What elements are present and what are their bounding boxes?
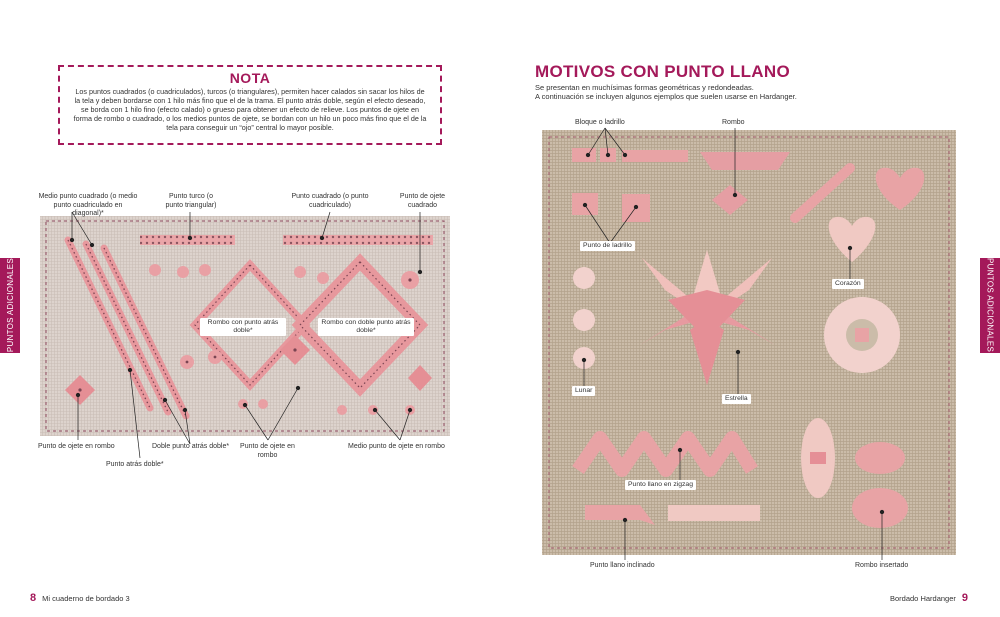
label-punto-inclinado: Punto llano inclinado [590, 562, 655, 569]
tag-corazon: Corazón [832, 279, 864, 289]
side-tab-left-label: PUNTOS ADICIONALES [5, 258, 15, 353]
side-tab-right-label: PUNTOS ADICIONALES [985, 258, 995, 353]
nota-body: Los puntos cuadrados (o cuadriculados), turcos (o triangulares), permiten hacer calados sin sacar los hilos de la tela y deben bordarse con 1 hilo más fino que el de la trama. El punto atrás doble, según el efecto deseado, se borda con 1 hilo fino (efecto calado) o grueso para obtener un efecto de relieve. Los puntos de ojete en forma de rombo o cuadrado, o los medios puntos de ojete, se bordan con un hilo un poco más fino que el de la tela para conseguir un “ojo” central lo mayor posible. [73, 87, 427, 132]
right-page-title: MOTIVOS CON PUNTO LLANO [535, 62, 790, 81]
label-punto-atras-doble: Punto atrás doble* [106, 461, 164, 468]
tag-rombo-atras-doble: Rombo con punto atrás doble* [200, 318, 286, 336]
tag-lunar: Lunar [572, 386, 595, 396]
label-medio-ojete-rombo: Medio punto de ojete en rombo [348, 443, 445, 450]
right-intro-line-1: Se presentan en muchísimas formas geométricas y redondeadas. [535, 83, 754, 92]
label-doble-punto-atras: Doble punto atrás doble* [152, 443, 230, 450]
label-ojete-rombo-center: Punto de ojete en rombo [240, 443, 295, 459]
footer-right [890, 592, 968, 604]
footer-right-text: Bordado Hardanger [890, 594, 956, 603]
tag-punto-ladrillo: Punto de ladrillo [580, 241, 635, 251]
label-ojete-cuadrado: Punto de ojete cuadrado [399, 193, 446, 209]
right-fabric-sample [542, 130, 956, 555]
label-punto-cuadrado: Punto cuadrado (o punto cuadriculado) [291, 193, 369, 209]
tag-zigzag: Punto llano en zigzag [625, 480, 696, 490]
label-punto-turco: Punto turco (o punto triangular) [165, 193, 217, 209]
label-rombo: Rombo [722, 119, 745, 126]
label-bloque-ladrillo: Bloque o ladrillo [575, 119, 625, 126]
right-intro [535, 83, 797, 101]
page-number-right: 9 [961, 592, 969, 604]
footer-left [30, 592, 130, 604]
nota-title: NOTA [229, 70, 271, 86]
label-rombo-insertado: Rombo insertado [855, 562, 909, 569]
footer-left-text: Mi cuaderno de bordado 3 [42, 594, 130, 603]
tag-rombo-doble-atras: Rombo con doble punto atrás doble* [318, 318, 414, 336]
right-intro-line-2: A continuación se incluyen algunos ejemplos que suelen usarse en Hardanger. [535, 92, 797, 101]
label-medio-punto-cuadrado: Medio punto cuadrado (o medio punto cuadriculado en diagonal)* [38, 193, 138, 217]
label-ojete-rombo-left: Punto de ojete en rombo [38, 443, 115, 450]
tag-estrella: Estrella [722, 394, 751, 404]
page-number-left: 8 [30, 592, 37, 604]
